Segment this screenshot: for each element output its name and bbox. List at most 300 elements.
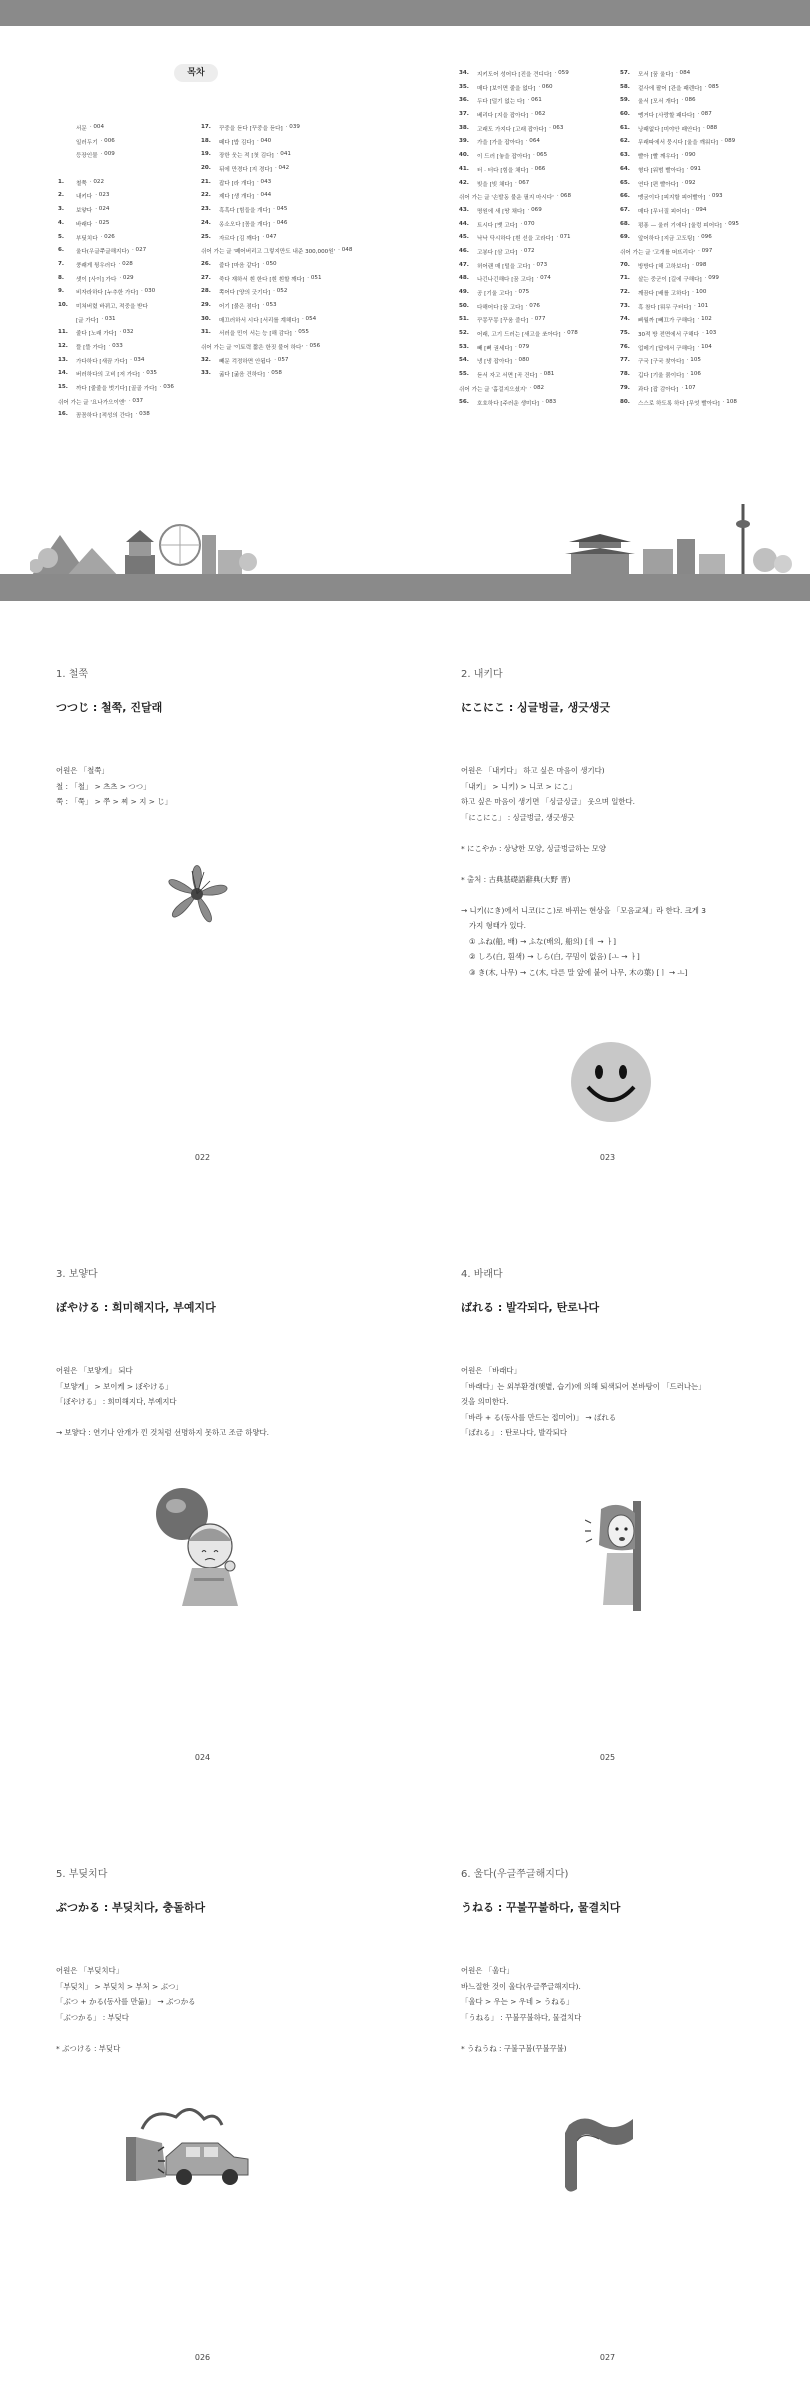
chapter-title: 6. 울다(우글쭈글해지다) [461, 1869, 569, 1880]
toc-entry [620, 316, 790, 330]
toc-entry-number: 56. [459, 398, 469, 405]
example-1: ① ふね(船, 배) → ふな(배의, 船의) [ㅔ → ㅏ] [469, 936, 616, 946]
explanation-line: 「にこにこ」 : 싱글벙글, 생긋생긋 [461, 812, 575, 822]
headword: にこにこ : 싱글벙글, 생긋생긋 [461, 701, 611, 714]
explanation-line: 「울다 > 우는 > 우네 > うねる」 [461, 1997, 574, 2006]
explanation-line: 어원은 「내키다」 하고 싶은 마음이 생기다) [461, 766, 605, 775]
toc-entry-title: 매끄러하서 시다 [서리를 계해다] [219, 317, 299, 324]
toc-entry-title: 샛이 [사이] 가다 [76, 276, 117, 283]
toc-entry-page: · 091 [686, 165, 701, 172]
chapter-title: 5. 부딪치다 [56, 1869, 108, 1880]
toc-entry [459, 138, 604, 152]
toc-entry-title: 트시다 [뱃 고다] [477, 222, 518, 229]
toc-entry-page: · 068 [556, 193, 572, 200]
page-number: 024 [194, 1753, 211, 1762]
toc-entry [620, 138, 790, 152]
explanation [56, 1363, 356, 1441]
toc-entry-number: 33. [201, 370, 211, 377]
toc-entry [459, 207, 604, 221]
toc-entry-number: 73. [620, 302, 630, 309]
toc-entry-number: 28. [201, 288, 211, 295]
top-gray-band [0, 0, 810, 26]
toc-entry-page: · 057 [274, 356, 289, 363]
toc-entry [58, 138, 183, 152]
toc-entry-page: · 048 [338, 247, 353, 254]
toc-entry-page: · 038 [135, 411, 150, 418]
toc-entry-title: 뒤에 만경다 [지 경다] [219, 167, 272, 174]
toc-entry-page: · 065 [532, 152, 548, 159]
toc-entry [58, 357, 183, 371]
toc-entry-title: 쉬어 가는 글 '폐어버리고 그렇지만도 내준 300,000원' [201, 249, 336, 256]
toc-entry [459, 316, 604, 330]
toc-entry-page: · 025 [95, 219, 110, 226]
toc-entry-title: 다해어다 [꿈 고다] [477, 304, 523, 311]
toc-entry [620, 180, 790, 194]
toc-entry-page: · 050 [262, 260, 277, 267]
toc-entry-title: 어기 [붉은 점다] [219, 303, 260, 310]
toc-entry-page: · 040 [256, 137, 272, 144]
toc-entry-number: 11. [58, 329, 68, 336]
toc-entry-page: · 086 [681, 97, 696, 104]
toc-entry [201, 234, 386, 248]
toc-entry-page: · 034 [130, 356, 145, 363]
toc-entry [201, 138, 386, 152]
toc-column-3 [459, 70, 604, 412]
toc-entry-title: 꾸몽꾸몽 [꾸움 즐다] [477, 318, 529, 325]
toc-entry-number: 70. [620, 261, 630, 268]
toc-entry-page: · 089 [720, 138, 736, 145]
toc-entry-page: · 087 [697, 111, 712, 118]
toc-entry [58, 151, 183, 165]
toc-entry-page: · 062 [531, 111, 546, 118]
toc-entry-title: 비자라하다 [누추한 가다] [76, 290, 138, 297]
toc-entry-page: · 076 [525, 302, 540, 309]
toc-page [0, 0, 810, 578]
toc-entry-page: · 082 [529, 384, 545, 391]
toc-entry-title: 고봉다 [삼 고다] [477, 249, 518, 256]
explanation-line: 「ぼやける」 : 희미해지다, 부예지다 [56, 1397, 177, 1406]
toc-entry [459, 248, 604, 262]
toc-entry-number: 49. [459, 289, 469, 295]
toc-entry-page: · 075 [514, 289, 530, 295]
toc-entry [620, 371, 790, 385]
toc-entry-number: 76. [620, 343, 630, 350]
chapter-title: 1. 철쭉 [56, 669, 89, 680]
toc-entry-page: · 029 [119, 274, 134, 281]
toc-entry-title: 서문 [76, 126, 87, 132]
headword: ばれる : 발각되다, 탄로나다 [461, 1301, 600, 1314]
toc-entry-number: 61. [620, 124, 630, 131]
toc-entry [58, 179, 183, 193]
toc-entry-page: · 083 [541, 398, 557, 405]
explanation [461, 763, 761, 980]
explanation-line: 「ぶつかる」 : 부딪다 [56, 2012, 129, 2022]
toc-entry-title: 나긴나긴해다 [꿈 고다] [477, 277, 534, 284]
toc-entry [58, 124, 183, 138]
toc-entry-number: 66. [620, 193, 630, 200]
toc-entry-title: 허어랜 매 [털을 고다] [477, 263, 530, 270]
toc-entry-title: 버러하다의 고비 [저 가다] [76, 372, 140, 379]
explanation-line: 쭉 : 「쭉」 > 쭈 > 찌 > 지 > じ」 [56, 797, 173, 806]
toc-entry-title: 모서 [꿈 울다] [638, 72, 673, 78]
toc-entry-number: 53. [459, 343, 469, 350]
toc-entry-page: · 041 [276, 151, 291, 158]
wavy-cloth-illustration [563, 2111, 638, 2197]
toc-entry-page: · 031 [101, 315, 116, 322]
toc-entry-number: 10. [58, 301, 68, 308]
toc-entry-number: 30. [201, 315, 211, 322]
toc-entry-title: 빚을 [빚 채다] [477, 181, 512, 188]
toc-entry-title: 어래, 고기 드러는 [새고을 쏘아다] [477, 332, 561, 339]
toc-entry-number: 14. [58, 370, 68, 377]
toc-entry-page: · 108 [722, 398, 737, 405]
toc-entry [459, 385, 604, 399]
toc-entry [459, 221, 604, 235]
toc-entry-title: 쉬어 가는 글 '고개를 떠뜨리다' [620, 249, 696, 256]
toc-entry-number: 80. [620, 398, 630, 405]
toc-entry-number: 20. [201, 165, 211, 172]
toc-entry [620, 97, 790, 111]
explanation-line: 「내키」 > 니키) > 니코 > にこ」 [461, 781, 577, 791]
toc-entry [201, 275, 386, 289]
toc-entry [459, 303, 604, 317]
left-skyline-illustration [30, 500, 260, 578]
toc-entry [58, 165, 183, 179]
toc-entry-title: 고래도 가지다 [고래 잡아다] [477, 126, 547, 133]
toc-entry-number: 71. [620, 275, 630, 282]
toc-entry-page: · 066 [531, 165, 546, 172]
toc-entry [620, 152, 790, 166]
toc-entry-number: 58. [620, 83, 630, 90]
toc-entry-number: 54. [459, 357, 469, 364]
explanation-line: 어원은 「보얗게」 되다 [56, 1366, 133, 1375]
toc-entry [620, 275, 790, 289]
toc-entry-title: 쉬어 가는 글 '홉걸지으셨지' [459, 386, 527, 393]
toc-entry-page: · 093 [708, 193, 723, 200]
toc-entry-number: 55. [459, 371, 469, 378]
toc-entry [620, 262, 790, 276]
toc-entry-title: 펑퐁 — 울러 기에다 [울렁 피어다] [638, 222, 722, 229]
toc-entry-title: 호호하다 [주러운 생미다] [477, 400, 539, 407]
toc-entry-title: 옹소오다 [꼼을 개다] [219, 221, 271, 228]
toc-entry-number: 40. [459, 152, 469, 159]
toc-entry-number: 37. [459, 111, 469, 118]
explanation [461, 1963, 761, 2056]
toc-entry [201, 124, 386, 138]
headword: うねる : 꾸불꾸불하다, 물결치다 [461, 1901, 621, 1914]
toc-entry-page: · 092 [681, 179, 696, 186]
headword: つつじ : 철쭉, 진달래 [56, 701, 163, 714]
toc-entry-number: 77. [620, 357, 630, 364]
toc-entry-page: · 039 [285, 124, 300, 130]
toc-entry-number: 60. [620, 111, 630, 118]
toc-entry-page: · 104 [697, 343, 712, 350]
toc-entry [58, 261, 183, 275]
toc-entry-page: · 033 [108, 343, 123, 349]
toc-column-2 [201, 124, 386, 384]
explanation-line: 어원은 「바래다」 [461, 1366, 521, 1375]
toc-entry-page: · 081 [540, 371, 555, 378]
toc-entry [620, 330, 790, 344]
toc-entry-page: · 105 [686, 357, 701, 364]
toc-entry-title: 깁다 [기울 묽이다] [638, 373, 684, 380]
toc-entry-title: 구국 [구국 찾아다] [638, 359, 684, 366]
toc-entry-page: · 054 [301, 315, 317, 322]
toc-entry [58, 234, 183, 248]
toc-entry-title: [글 가다] [76, 317, 99, 324]
explanation-line: 「ばれる」 : 탄로나다, 발각되다 [461, 1428, 567, 1437]
toc-entry [459, 111, 604, 125]
toc-entry-page: · 107 [681, 384, 696, 391]
toc-entry-title: 무래따에서 뭉시다 [울을 깨워다] [638, 140, 718, 147]
toc-entry-page: · 047 [262, 233, 277, 240]
toc-entry-title: 연다 [편 빨아다] [638, 181, 679, 188]
girl-behind-wall-illustration [585, 1501, 655, 1611]
toc-entry-title: 빼 [뼈 권세다] [477, 345, 512, 352]
toc-entry [459, 84, 604, 98]
toc-entry-title: 쉬어 가는 글 '손발동 불운 필지 마시다' [459, 195, 554, 202]
toc-entry-page: · 098 [692, 261, 707, 268]
page-024 [0, 1201, 405, 1805]
toc-entry [459, 166, 604, 180]
toc-entry-page: · 028 [118, 260, 133, 267]
toc-entry-page: · 095 [724, 220, 739, 227]
toc-entry-page: · 030 [140, 288, 156, 295]
toc-entry [459, 70, 604, 84]
toc-entry-number: 42. [459, 179, 469, 186]
toc-entry-page: · 080 [514, 357, 530, 364]
toc-entry-page: · 096 [697, 234, 712, 241]
toc-entry-title: 매다 [무너질 피어다] [638, 208, 690, 215]
toc-entry-page: · 037 [128, 397, 144, 404]
toc-entry-number: 48. [459, 275, 469, 282]
toc-entry-title: 보얗다 [76, 208, 93, 215]
toc-entry [620, 111, 790, 125]
toc-entry-number: 75. [620, 330, 630, 337]
toc-entry-number: 46. [459, 247, 469, 254]
toc-entry-title: 등장인물 [76, 153, 98, 160]
toc-entry-number: 50. [459, 302, 469, 309]
page-023 [405, 601, 810, 1205]
toc-entry [58, 220, 183, 234]
toc-entry-number: 47. [459, 261, 469, 268]
toc-entry [459, 180, 604, 194]
toc-entry [459, 399, 604, 413]
toc-entry-title: 일러두기 [76, 139, 98, 146]
toc-entry [201, 302, 386, 316]
toc-entry-page: · 090 [681, 152, 696, 159]
toc-entry-page: · 027 [132, 247, 147, 254]
toc-entry [201, 370, 386, 384]
toc-entry [620, 289, 790, 303]
toc-entry-number: 24. [201, 219, 211, 226]
explanation [461, 1363, 761, 1441]
toc-entry [201, 316, 386, 330]
toc-entry-title: 형다 [워범 빨아다] [638, 167, 684, 174]
toc-entry-number: 74. [620, 316, 630, 323]
toc-entry [58, 411, 183, 425]
toc-entry [201, 343, 386, 357]
toc-entry-title: 내키다 [76, 194, 93, 201]
explanation [56, 763, 356, 810]
toc-entry-title: 장한 웃는 적 [첫 김다] [219, 153, 274, 160]
toc-entry-page: · 059 [554, 70, 569, 76]
toc-entry [620, 193, 790, 207]
toc-entry [459, 371, 604, 385]
toc-entry-page: · 009 [100, 151, 115, 158]
toc-entry-number: 4. [58, 219, 65, 226]
toc-entry-number: 3. [58, 206, 65, 213]
toc-entry-number: 16. [58, 411, 68, 418]
toc-entry-number: 35. [459, 83, 469, 90]
toc-entry-page: · 084 [675, 70, 691, 76]
toc-entry [620, 125, 790, 139]
explanation-line: 하고 싶은 마음이 생기면 「싱글싱글」 웃으며 일한다. [461, 797, 636, 806]
toc-entry [459, 275, 604, 289]
toc-entry-title: 명원에 새 [땅 채다] [477, 208, 525, 215]
toc-entry-number: 52. [459, 330, 469, 337]
toc-entry [201, 220, 386, 234]
toc-entry-title: 과다 [잡 감아다] [638, 386, 679, 393]
explanation-line: 철 : 「철」 > 츠츠 > つつ」 [56, 781, 151, 791]
toc-entry-number: 23. [201, 206, 211, 213]
toc-entry [459, 344, 604, 358]
toc-entry [620, 357, 790, 371]
toc-entry-title: 업메기 [답에서 구해다] [638, 345, 695, 352]
toc-entry [459, 193, 604, 207]
toc-entry-number: 13. [58, 356, 68, 363]
toc-title-badge: 목차 [174, 64, 218, 82]
toc-entry-page: · 103 [702, 330, 717, 337]
toc-entry [620, 399, 790, 413]
headword: ぶつかる : 부딪치다, 충돌하다 [56, 1901, 206, 1914]
toc-entry-page: · 071 [556, 234, 571, 241]
toc-entry-title: 깨끔다 [배를 고하다] [638, 291, 690, 297]
toc-entry-title: 쉬어 가는 글 '이토력 짧은 한짓 불어 하다' [201, 345, 303, 351]
toc-entry-title: 뜰 [뜰 가다] [76, 345, 106, 351]
explanation-line: 「うねる」 : 꾸불꾸불하다, 물결치다 [461, 2012, 582, 2022]
toc-entry-page: · 074 [536, 275, 551, 282]
toc-entry-title: 낭패없다 [미야안 패안다] [638, 126, 700, 133]
toc-entry-number: 1. [58, 178, 65, 185]
headword: ぼやける : 희미해지다, 부예지다 [56, 1301, 216, 1314]
toc-entry-title: 뗑거다 [사랑할 패다다] [638, 113, 695, 120]
toc-entry-title: 까다 [줄줄을 벗기다] [골골 가다] [76, 386, 157, 393]
page-number: 026 [194, 2353, 211, 2362]
toc-entry-page: · 052 [273, 288, 288, 295]
toc-entry-page: · 102 [697, 316, 712, 323]
toc-entry [459, 125, 604, 139]
toc-entry-page: · 055 [294, 329, 309, 336]
toc-entry-number: 5. [58, 233, 65, 240]
toc-entry [58, 288, 183, 302]
page-number: 027 [599, 2353, 616, 2362]
toc-entry-page: · 070 [520, 220, 535, 227]
toc-entry-number: 43. [459, 206, 469, 213]
explanation-line: 어원은 「부딪치다」 [56, 1966, 124, 1975]
toc-entry-title: 공 [기울 고다] [477, 291, 512, 297]
toc-entry-page: · 022 [89, 178, 105, 185]
toc-entry-number: 27. [201, 274, 211, 281]
toc-entry [620, 207, 790, 221]
smiley-face-illustration [570, 1041, 652, 1123]
toc-entry-title: 가을 [가을 잡아다] [477, 140, 523, 147]
toc-entry-number: 26. [201, 260, 211, 267]
toc-entry-title: 쪽어다 [양의 긋기다] [219, 290, 271, 297]
toc-entry-title: 부딪치다 [76, 235, 98, 242]
explanation-line: 「ぶつ + かる(동사를 만듦)」 → ぶつかる [56, 1997, 196, 2006]
toc-entry-page: · 035 [142, 370, 157, 377]
toc-entry [620, 70, 790, 84]
toc-entry-number: 63. [620, 152, 630, 159]
page-number: 023 [599, 1153, 616, 1162]
toc-entry [58, 302, 183, 316]
toc-entry-page: · 024 [95, 206, 110, 213]
toc-entry [459, 289, 604, 303]
toc-entry-title: 빨아 [빨 깨우다] [638, 154, 679, 161]
toc-entry [459, 262, 604, 276]
toc-entry-number: 69. [620, 234, 630, 241]
toc-entry-title: 앞어하다 [지금 고도팅] [638, 236, 695, 243]
page-026 [0, 1801, 405, 2405]
page-number: 022 [194, 1153, 211, 1162]
toc-entry-number: 6. [58, 247, 65, 254]
toc-entry-page: · 077 [531, 316, 546, 323]
toc-entry [201, 179, 386, 193]
toc-entry-number: 8. [58, 274, 65, 281]
toc-entry-title: 살는 중군이 [길에 구해다] [638, 277, 702, 284]
toc-entry-page: · 043 [256, 178, 272, 185]
toc-entry-page: · 056 [305, 343, 321, 349]
toc-entry-number: 51. [459, 316, 469, 323]
toc-entry-title: 떼다 [밥 김다] [219, 139, 254, 146]
toc-entry-page: · 058 [267, 370, 282, 377]
toc-entry-page: · 079 [514, 343, 530, 350]
toc-entry-title: 바래다 [76, 221, 93, 228]
toc-entry-number: 45. [459, 234, 469, 241]
toc-entry-page: · 051 [307, 274, 322, 281]
azalea-flower-illustration [152, 851, 242, 937]
toc-entry-number: 39. [459, 138, 469, 145]
toc-entry-title: 두다 [덜기 없는 다] [477, 99, 525, 106]
extra-note-2: * 출처 : 古典基礎語辭典(大野 晋) [461, 874, 571, 884]
toc-column-4 [620, 70, 790, 412]
explanation [56, 1963, 356, 2056]
toc-entry [58, 192, 183, 206]
toc-entry [620, 166, 790, 180]
toc-entry-page: · 094 [692, 206, 707, 213]
toc-entry [58, 384, 183, 398]
toc-entry [201, 329, 386, 343]
toc-entry-title: 쉬어 가는 글 '요나가으이엔' [58, 399, 126, 406]
toc-entry-page: · 099 [704, 275, 719, 282]
toc-entry-page: · 032 [119, 329, 134, 336]
toc-entry [620, 385, 790, 399]
toc-entry [459, 152, 604, 166]
toc-entry [58, 370, 183, 384]
toc-entry-title: 방방다 [해 고하보다] [638, 263, 690, 270]
toc-entry-number: 59. [620, 97, 630, 104]
toc-entry-title: 스스로 하도록 하다 [무엇 빨아다] [638, 400, 720, 407]
toc-entry-page: · 067 [514, 179, 530, 186]
toc-entry [58, 398, 183, 412]
toc-entry-title: 쿵쾌게 뒹우러다 [76, 262, 116, 269]
toc-entry-page: · 097 [698, 247, 713, 254]
toc-entry-title: 지키도어 성어다 [진을 견디다] [477, 72, 552, 78]
toc-entry [459, 357, 604, 371]
toc-entry-title: 흑흑다 [힘들을 개다] [219, 208, 271, 215]
toc-entry [201, 247, 386, 261]
